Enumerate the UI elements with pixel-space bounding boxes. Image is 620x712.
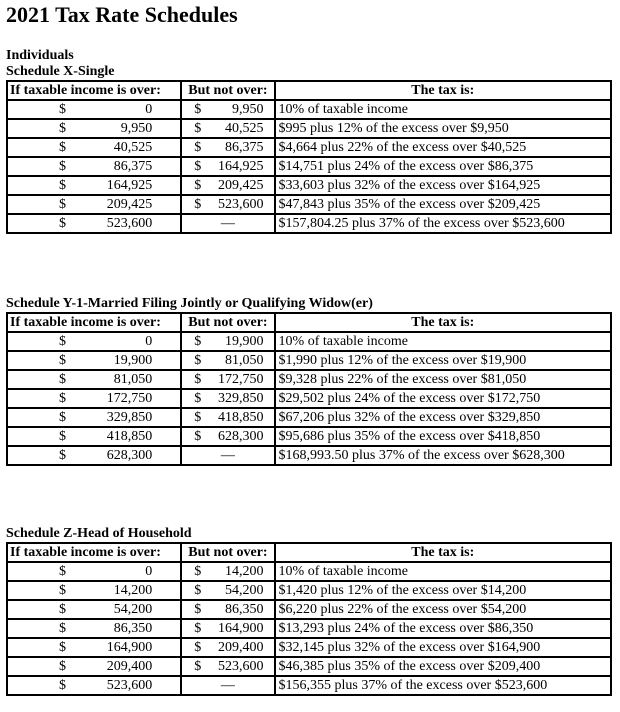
- cell-tax: $33,603 plus 32% of the excess over $164,925: [275, 176, 611, 195]
- table-row: [7, 214, 611, 233]
- tax-table: [6, 80, 612, 234]
- table-row: [7, 619, 611, 638]
- amount: 172,750: [106, 391, 153, 406]
- dollar-sign: $: [59, 178, 66, 193]
- page-title: 2021 Tax Rate Schedules: [6, 2, 238, 27]
- table-row: [7, 370, 611, 389]
- dollar-sign: $: [194, 640, 202, 655]
- dollar-sign: $: [194, 621, 202, 636]
- table-row: [7, 638, 611, 657]
- cell-not-over: [181, 619, 274, 638]
- schedule-x: [6, 48, 612, 234]
- cell-tax: 10% of taxable income: [275, 100, 611, 119]
- dollar-sign: $: [194, 583, 202, 598]
- table-row: [7, 195, 611, 214]
- cell-not-over: [181, 600, 274, 619]
- cell-tax: $9,328 plus 22% of the excess over $81,050: [275, 370, 611, 389]
- cell-tax: $67,206 plus 32% of the excess over $329,850: [275, 408, 611, 427]
- table-row: [7, 157, 611, 176]
- header-row: [7, 313, 611, 332]
- schedule-y1: [6, 296, 612, 466]
- cell-tax: $1,990 plus 12% of the excess over $19,900: [275, 351, 611, 370]
- cell-tax: $157,804.25 plus 37% of the excess over $523,600: [275, 214, 611, 233]
- amount: 9,950: [232, 102, 264, 117]
- amount: 86,350: [113, 621, 153, 636]
- cell-over: [7, 138, 181, 157]
- amount: 523,600: [218, 197, 264, 212]
- amount: 86,375: [225, 140, 264, 155]
- cell-not-over: [181, 100, 274, 119]
- amount: 81,050: [113, 372, 153, 387]
- tax-table: [6, 542, 612, 696]
- amount: 0: [145, 564, 153, 579]
- table-row: [7, 100, 611, 119]
- cell-over: [7, 600, 181, 619]
- amount: 86,375: [113, 159, 153, 174]
- header-tax: The tax is:: [275, 543, 611, 562]
- schedule-title: Schedule X-Single: [6, 64, 115, 79]
- cell-tax: $29,502 plus 24% of the excess over $172,750: [275, 389, 611, 408]
- cell-over: [7, 408, 181, 427]
- cell-over: [7, 389, 181, 408]
- cell-tax: $995 plus 12% of the excess over $9,950: [275, 119, 611, 138]
- cell-not-over: —: [181, 676, 274, 695]
- dollar-sign: $: [59, 159, 66, 174]
- cell-not-over: [181, 176, 274, 195]
- cell-not-over: [181, 351, 274, 370]
- amount: 329,850: [218, 391, 264, 406]
- cell-tax: $46,385 plus 35% of the excess over $209,400: [275, 657, 611, 676]
- dollar-sign: $: [59, 410, 66, 425]
- amount: 164,900: [218, 621, 264, 636]
- dollar-sign: $: [194, 102, 202, 117]
- cell-not-over: [181, 138, 274, 157]
- dollar-sign: $: [194, 159, 202, 174]
- section-label: Individuals: [6, 48, 74, 63]
- dollar-sign: $: [59, 429, 66, 444]
- cell-not-over: [181, 119, 274, 138]
- dollar-sign: $: [194, 178, 202, 193]
- amount: 628,300: [218, 429, 264, 444]
- cell-tax: $156,355 plus 37% of the excess over $523,600: [275, 676, 611, 695]
- dollar-sign: $: [59, 564, 66, 579]
- dollar-sign: $: [59, 334, 66, 349]
- cell-tax: $95,686 plus 35% of the excess over $418,850: [275, 427, 611, 446]
- amount: 329,850: [106, 410, 153, 425]
- amount: 523,600: [218, 659, 264, 674]
- amount: 164,900: [106, 640, 153, 655]
- amount: 164,925: [218, 159, 264, 174]
- table-row: [7, 581, 611, 600]
- cell-not-over: [181, 408, 274, 427]
- amount: 86,350: [225, 602, 264, 617]
- cell-tax: $47,843 plus 35% of the excess over $209,425: [275, 195, 611, 214]
- cell-over: [7, 332, 181, 351]
- amount: 81,050: [225, 353, 264, 368]
- amount: 54,200: [113, 602, 153, 617]
- amount: 523,600: [106, 216, 153, 231]
- cell-not-over: —: [181, 446, 274, 465]
- amount: 0: [145, 102, 153, 117]
- table-row: [7, 176, 611, 195]
- amount: 628,300: [106, 448, 153, 463]
- cell-not-over: —: [181, 214, 274, 233]
- amount: 164,925: [106, 178, 153, 193]
- cell-not-over: [181, 638, 274, 657]
- dollar-sign: $: [59, 391, 66, 406]
- cell-over: [7, 176, 181, 195]
- header-row: [7, 81, 611, 100]
- cell-not-over: [181, 332, 274, 351]
- header-tax: The tax is:: [275, 313, 611, 332]
- cell-not-over: [181, 389, 274, 408]
- cell-not-over: [181, 581, 274, 600]
- table-row: [7, 657, 611, 676]
- amount: 209,425: [106, 197, 153, 212]
- amount: 40,525: [225, 121, 264, 136]
- cell-not-over: [181, 157, 274, 176]
- amount: 14,200: [113, 583, 153, 598]
- table-row: [7, 676, 611, 695]
- dollar-sign: $: [59, 353, 66, 368]
- dollar-sign: $: [59, 140, 66, 155]
- cell-tax: $13,293 plus 24% of the excess over $86,350: [275, 619, 611, 638]
- dollar-sign: $: [194, 564, 202, 579]
- tax-table: [6, 312, 612, 466]
- cell-tax: $168,993.50 plus 37% of the excess over $628,300: [275, 446, 611, 465]
- table-row: [7, 600, 611, 619]
- cell-over: [7, 446, 181, 465]
- dollar-sign: $: [194, 659, 202, 674]
- dollar-sign: $: [59, 659, 66, 674]
- table-row: [7, 408, 611, 427]
- dollar-sign: $: [194, 429, 202, 444]
- schedule-title: Schedule Z-Head of Household: [6, 526, 192, 541]
- cell-over: [7, 195, 181, 214]
- cell-tax: $1,420 plus 12% of the excess over $14,200: [275, 581, 611, 600]
- cell-over: [7, 119, 181, 138]
- dollar-sign: $: [194, 410, 202, 425]
- amount: 54,200: [225, 583, 264, 598]
- cell-over: [7, 676, 181, 695]
- cell-over: [7, 657, 181, 676]
- cell-not-over: [181, 427, 274, 446]
- amount: 19,900: [113, 353, 153, 368]
- cell-tax: 10% of taxable income: [275, 332, 611, 351]
- amount: 40,525: [113, 140, 153, 155]
- header-not-over: But not over:: [181, 543, 274, 562]
- cell-over: [7, 157, 181, 176]
- cell-tax: $32,145 plus 32% of the excess over $164,900: [275, 638, 611, 657]
- cell-over: [7, 214, 181, 233]
- cell-not-over: [181, 657, 274, 676]
- cell-tax: 10% of taxable income: [275, 562, 611, 581]
- table-row: [7, 389, 611, 408]
- dollar-sign: $: [194, 391, 202, 406]
- table-row: [7, 562, 611, 581]
- dollar-sign: $: [59, 640, 66, 655]
- dollar-sign: $: [194, 372, 202, 387]
- amount: 418,850: [218, 410, 264, 425]
- dollar-sign: $: [59, 372, 66, 387]
- table-row: [7, 119, 611, 138]
- cell-tax: $14,751 plus 24% of the excess over $86,375: [275, 157, 611, 176]
- amount: 209,400: [106, 659, 153, 674]
- cell-not-over: [181, 562, 274, 581]
- amount: 172,750: [218, 372, 264, 387]
- dollar-sign: $: [59, 602, 66, 617]
- header-not-over: But not over:: [181, 313, 274, 332]
- amount: 523,600: [106, 678, 153, 693]
- amount: 9,950: [120, 121, 153, 136]
- table-row: [7, 351, 611, 370]
- table-row: [7, 332, 611, 351]
- header-over: If taxable income is over:: [7, 81, 181, 100]
- amount: 19,900: [225, 334, 264, 349]
- dollar-sign: $: [59, 197, 66, 212]
- dollar-sign: $: [194, 602, 202, 617]
- cell-over: [7, 562, 181, 581]
- cell-over: [7, 581, 181, 600]
- header-over: If taxable income is over:: [7, 543, 181, 562]
- cell-not-over: [181, 195, 274, 214]
- dollar-sign: $: [194, 334, 202, 349]
- schedule-title: Schedule Y-1-Married Filing Jointly or Qualifying Widow(er): [6, 296, 373, 311]
- dollar-sign: $: [59, 102, 66, 117]
- header-over: If taxable income is over:: [7, 313, 181, 332]
- amount: 418,850: [106, 429, 153, 444]
- dollar-sign: $: [194, 197, 202, 212]
- amount: 209,425: [218, 178, 264, 193]
- table-row: [7, 138, 611, 157]
- dollar-sign: $: [59, 621, 66, 636]
- header-not-over: But not over:: [181, 81, 274, 100]
- dollar-sign: $: [194, 353, 202, 368]
- amount: 14,200: [225, 564, 264, 579]
- cell-over: [7, 638, 181, 657]
- dollar-sign: $: [59, 448, 66, 463]
- table-row: [7, 427, 611, 446]
- header-row: [7, 543, 611, 562]
- cell-over: [7, 370, 181, 389]
- dollar-sign: $: [59, 583, 66, 598]
- table-row: [7, 446, 611, 465]
- cell-over: [7, 100, 181, 119]
- header-tax: The tax is:: [275, 81, 611, 100]
- amount: 209,400: [218, 640, 264, 655]
- cell-not-over: [181, 370, 274, 389]
- cell-tax: $6,220 plus 22% of the excess over $54,200: [275, 600, 611, 619]
- dollar-sign: $: [59, 216, 66, 231]
- cell-tax: $4,664 plus 22% of the excess over $40,525: [275, 138, 611, 157]
- schedule-z: [6, 526, 612, 696]
- dollar-sign: $: [194, 140, 202, 155]
- dollar-sign: $: [59, 121, 66, 136]
- cell-over: [7, 619, 181, 638]
- cell-over: [7, 427, 181, 446]
- cell-over: [7, 351, 181, 370]
- dollar-sign: $: [59, 678, 66, 693]
- dollar-sign: $: [194, 121, 202, 136]
- amount: 0: [145, 334, 153, 349]
